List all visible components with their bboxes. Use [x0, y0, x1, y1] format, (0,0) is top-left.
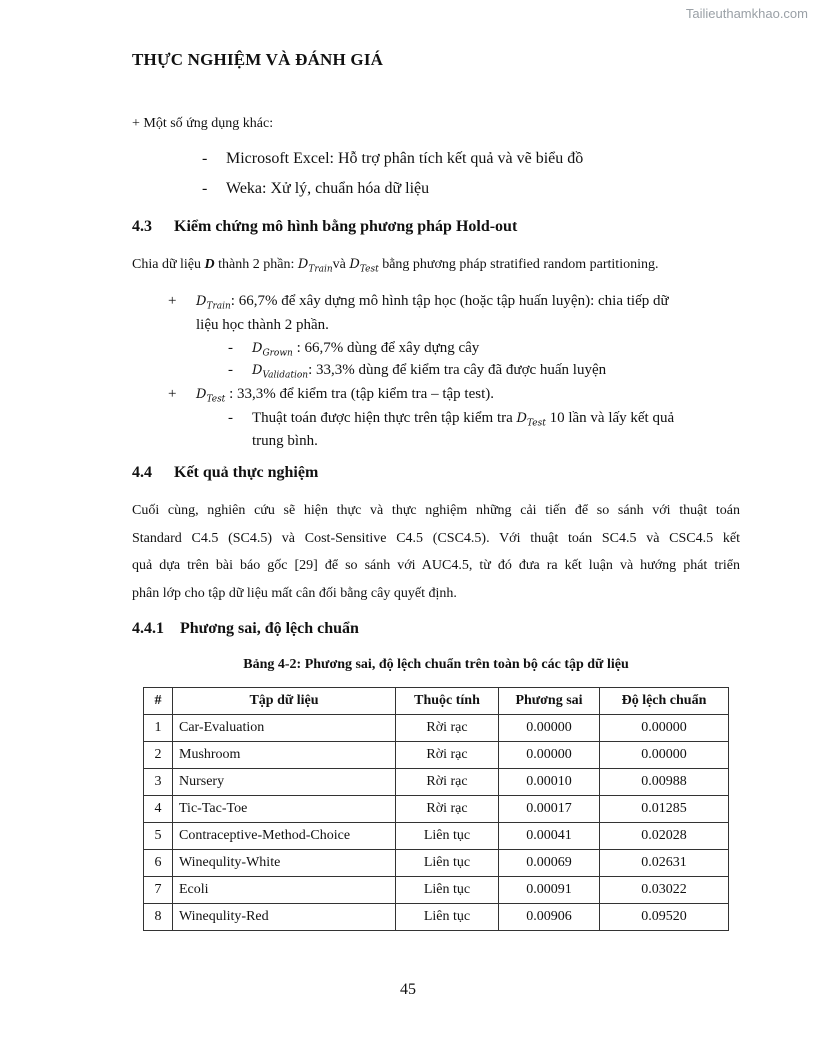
cell-index: 7: [144, 877, 173, 904]
header-dataset: Tập dữ liệu: [173, 688, 396, 715]
train-item: [168, 293, 669, 312]
subsection-heading: [132, 620, 359, 638]
section-title: Kiểm chứng mô hình bằng phương pháp Hold-out: [174, 218, 518, 235]
paragraph-line: Standard C4.5 (SC4.5) và Cost-Sensitive C4.5 (CSC4.5). Với thuật toán SC4.5 và CSC4.5 kết: [132, 530, 740, 546]
d-test-symbol: $D_{Test}$: [516, 411, 546, 429]
cell-index: 1: [144, 715, 173, 742]
holdout-intro: [132, 257, 658, 275]
cell-attribute: Rời rạc: [396, 742, 499, 769]
cell-variance: 0.00000: [499, 742, 600, 769]
table-row: [144, 904, 729, 931]
subsection-number: 4.4.1: [132, 620, 164, 637]
cell-dataset: Winequlity-Red: [173, 904, 396, 931]
table-row: [144, 715, 729, 742]
cell-index: 8: [144, 904, 173, 931]
list-item: [202, 180, 429, 198]
variance-table: [143, 687, 729, 931]
chapter-title: THỰC NGHIỆM VÀ ĐÁNH GIÁ: [132, 50, 384, 69]
intro-text: bằng phương pháp stratified random partitioning.: [378, 257, 659, 272]
d-train-symbol: $D_{Train}$: [297, 257, 333, 275]
cell-attribute: Rời rạc: [396, 796, 499, 823]
section-number: 4.4: [132, 464, 152, 481]
bullet-dash: -: [228, 340, 233, 356]
cell-dataset: Winequlity-White: [173, 850, 396, 877]
table-row: [144, 877, 729, 904]
train-item-continued: liệu học thành 2 phần.: [196, 317, 329, 333]
cell-index: 5: [144, 823, 173, 850]
cell-index: 3: [144, 769, 173, 796]
paragraph-line: quả dựa trên bài báo gốc [29] để so sánh với AUC4.5, từ đó đưa ra kết luận và hướng phát triển: [132, 558, 740, 573]
results-paragraph: [132, 497, 740, 607]
section-heading: [132, 218, 517, 236]
table-row: [144, 823, 729, 850]
algo-text: Thuật toán được hiện thực trên tập kiểm tra: [252, 410, 517, 426]
grown-item: [228, 340, 479, 359]
cell-dataset: Car-Evaluation: [173, 715, 396, 742]
test-item: [168, 386, 494, 405]
header-attribute: Thuộc tính: [396, 688, 499, 715]
cell-variance: 0.00000: [499, 715, 600, 742]
algo-item: [228, 410, 674, 429]
cell-attribute: Liên tục: [396, 850, 499, 877]
bullet-plus: +: [168, 386, 177, 402]
bullet-plus: +: [168, 293, 177, 309]
table-row: [144, 769, 729, 796]
d-grown-symbol: $D_{Grown}$: [252, 341, 293, 359]
d-validation-symbol: $D_{Validation}$: [252, 363, 309, 381]
list-item-text: Weka: Xử lý, chuẩn hóa dữ liệu: [226, 180, 430, 197]
table-caption: Bảng 4-2: Phương sai, độ lệch chuẩn trên toàn bộ các tập dữ liệu: [243, 657, 629, 672]
table-header-row: [144, 688, 729, 715]
table-row: [144, 850, 729, 877]
cell-variance: 0.00017: [499, 796, 600, 823]
validation-text: : 33,3% dùng để kiểm tra cây đã được huấn luyện: [308, 362, 607, 378]
algo-item-continued: trung bình.: [252, 433, 318, 449]
dataset-symbol: D: [204, 257, 215, 272]
table-row: [144, 796, 729, 823]
cell-attribute: Liên tục: [396, 823, 499, 850]
cell-variance: 0.00010: [499, 769, 600, 796]
cell-index: 2: [144, 742, 173, 769]
cell-std-dev: 0.00000: [600, 742, 729, 769]
bullet-dash: -: [228, 362, 233, 378]
cell-std-dev: 0.00988: [600, 769, 729, 796]
bullet-dash: -: [228, 410, 233, 426]
cell-variance: 0.00906: [499, 904, 600, 931]
paragraph-line: Cuối cùng, nghiên cứu sẽ hiện thực và thực nghiệm những cải tiến để so sánh với thuật toán: [132, 503, 740, 518]
bullet-dash: -: [202, 180, 208, 197]
cell-variance: 0.00041: [499, 823, 600, 850]
list-item: [202, 150, 583, 168]
intro-text: thành 2 phần:: [214, 257, 298, 272]
cell-dataset: Ecoli: [173, 877, 396, 904]
cell-std-dev: 0.03022: [600, 877, 729, 904]
section-number: 4.3: [132, 218, 152, 235]
cell-attribute: Rời rạc: [396, 715, 499, 742]
cell-std-dev: 0.00000: [600, 715, 729, 742]
section-title: Kết quả thực nghiệm: [174, 464, 319, 481]
cell-attribute: Rời rạc: [396, 769, 499, 796]
cell-dataset: Mushroom: [173, 742, 396, 769]
cell-std-dev: 0.01285: [600, 796, 729, 823]
intro-text: và: [332, 257, 350, 272]
cell-std-dev: 0.09520: [600, 904, 729, 931]
cell-std-dev: 0.02028: [600, 823, 729, 850]
bullet-dash: -: [202, 150, 208, 167]
page-number: 45: [400, 981, 416, 998]
header-std-dev: Độ lệch chuẩn: [600, 688, 729, 715]
cell-index: 4: [144, 796, 173, 823]
test-text: : 33,3% để kiểm tra (tập kiểm tra – tập test).: [225, 386, 494, 402]
subsection-title: Phương sai, độ lệch chuẩn: [180, 620, 359, 637]
paragraph-line: phân lớp cho tập dữ liệu mất cân đối bằng cây quyết định.: [132, 585, 457, 601]
watermark: Tailieuthamkhao.com: [685, 6, 808, 21]
cell-attribute: Liên tục: [396, 904, 499, 931]
cell-dataset: Nursery: [173, 769, 396, 796]
other-apps-intro: + Một số ứng dụng khác:: [132, 116, 274, 131]
cell-std-dev: 0.02631: [600, 850, 729, 877]
grown-text: : 66,7% dùng để xây dựng cây: [292, 340, 480, 356]
list-item-text: Microsoft Excel: Hỗ trợ phân tích kết quả và vẽ biểu đồ: [226, 150, 584, 167]
train-text: : 66,7% để xây dựng mô hình tập học (hoặc tập huấn luyện): chia tiếp dữ: [230, 293, 669, 309]
cell-attribute: Liên tục: [396, 877, 499, 904]
cell-variance: 0.00069: [499, 850, 600, 877]
algo-text: 10 lần và lấy kết quả: [545, 410, 675, 426]
section-heading: [132, 464, 318, 482]
table-row: [144, 742, 729, 769]
d-train-symbol: $D_{Train}$: [196, 294, 231, 312]
intro-text: Chia dữ liệu: [132, 257, 205, 272]
validation-item: [228, 362, 606, 381]
cell-dataset: Tic-Tac-Toe: [173, 796, 396, 823]
header-index: #: [144, 688, 173, 715]
cell-dataset: Contraceptive-Method-Choice: [173, 823, 396, 850]
cell-index: 6: [144, 850, 173, 877]
d-test-symbol: $D_{Test}$: [349, 257, 379, 275]
cell-variance: 0.00091: [499, 877, 600, 904]
header-variance: Phương sai: [499, 688, 600, 715]
d-test-symbol: $D_{Test}$: [196, 387, 226, 405]
